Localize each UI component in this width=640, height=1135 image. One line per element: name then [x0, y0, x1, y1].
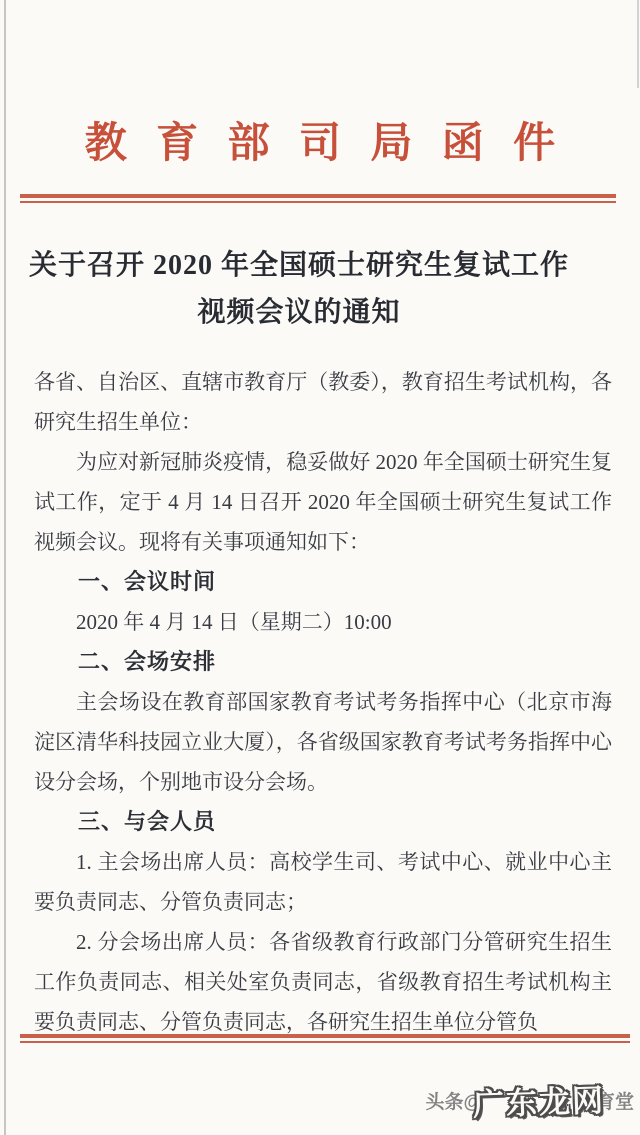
document-title-line-2: 视频会议的通知 — [197, 297, 401, 328]
section-2-heading: 二、会场安排 — [78, 649, 217, 674]
letterhead-divider — [20, 194, 616, 203]
watermark-suffix: 育堂 — [595, 1092, 634, 1113]
letterhead-title: 教育部司局函件 — [84, 121, 585, 167]
document-title-line-1: 关于召开 2020 年全国硕士研究生复试工作 — [28, 250, 569, 281]
document-body — [34, 362, 612, 1042]
section-1-meeting-time: 2020 年 4 月 14 日（星期二）10:00 — [76, 610, 392, 634]
footer-divider — [20, 1034, 630, 1043]
scan-edge-right — [637, 0, 639, 88]
document-title — [10, 242, 588, 336]
scan-edge-left — [4, 0, 6, 1135]
section-2-venue-paragraph: 主会场设在教育部国家教育考试考务指挥中心（北京市海淀区清华科技园立业大厦），各省级国家教育考试考务指挥中心设分会场，个别地市设分会场。 — [34, 690, 612, 794]
watermark-prefix: 头条@ — [425, 1092, 482, 1113]
watermark-main: 广东龙网 — [472, 1082, 606, 1123]
intro-paragraph: 为应对新冠肺炎疫情，稳妥做好 2020 年全国硕士研究生复试工作，定于 4 月 14 日召开 2020 年全国硕士研究生复试工作视频会议。现将有关事项通知如下： — [34, 450, 612, 554]
section-3-heading: 三、与会人员 — [78, 809, 217, 834]
section-3-item-2: 2. 分会场出席人员：各省级教育行政部门分管研究生招生工作负责同志、相关处室负责同志，省级教育招生考试机构主要负责同志、分管负责同志，各研究生招生单位分管负 — [34, 930, 612, 1034]
watermark — [425, 1084, 634, 1122]
section-1-heading: 一、会议时间 — [78, 569, 217, 594]
section-3-item-1: 1. 主会场出席人员：高校学生司、考试中心、就业中心主要负责同志、分管负责同志； — [34, 850, 612, 914]
salutation: 各省、自治区、直辖市教育厅（教委），教育招生考试机构，各研究生招生单位： — [34, 370, 612, 434]
